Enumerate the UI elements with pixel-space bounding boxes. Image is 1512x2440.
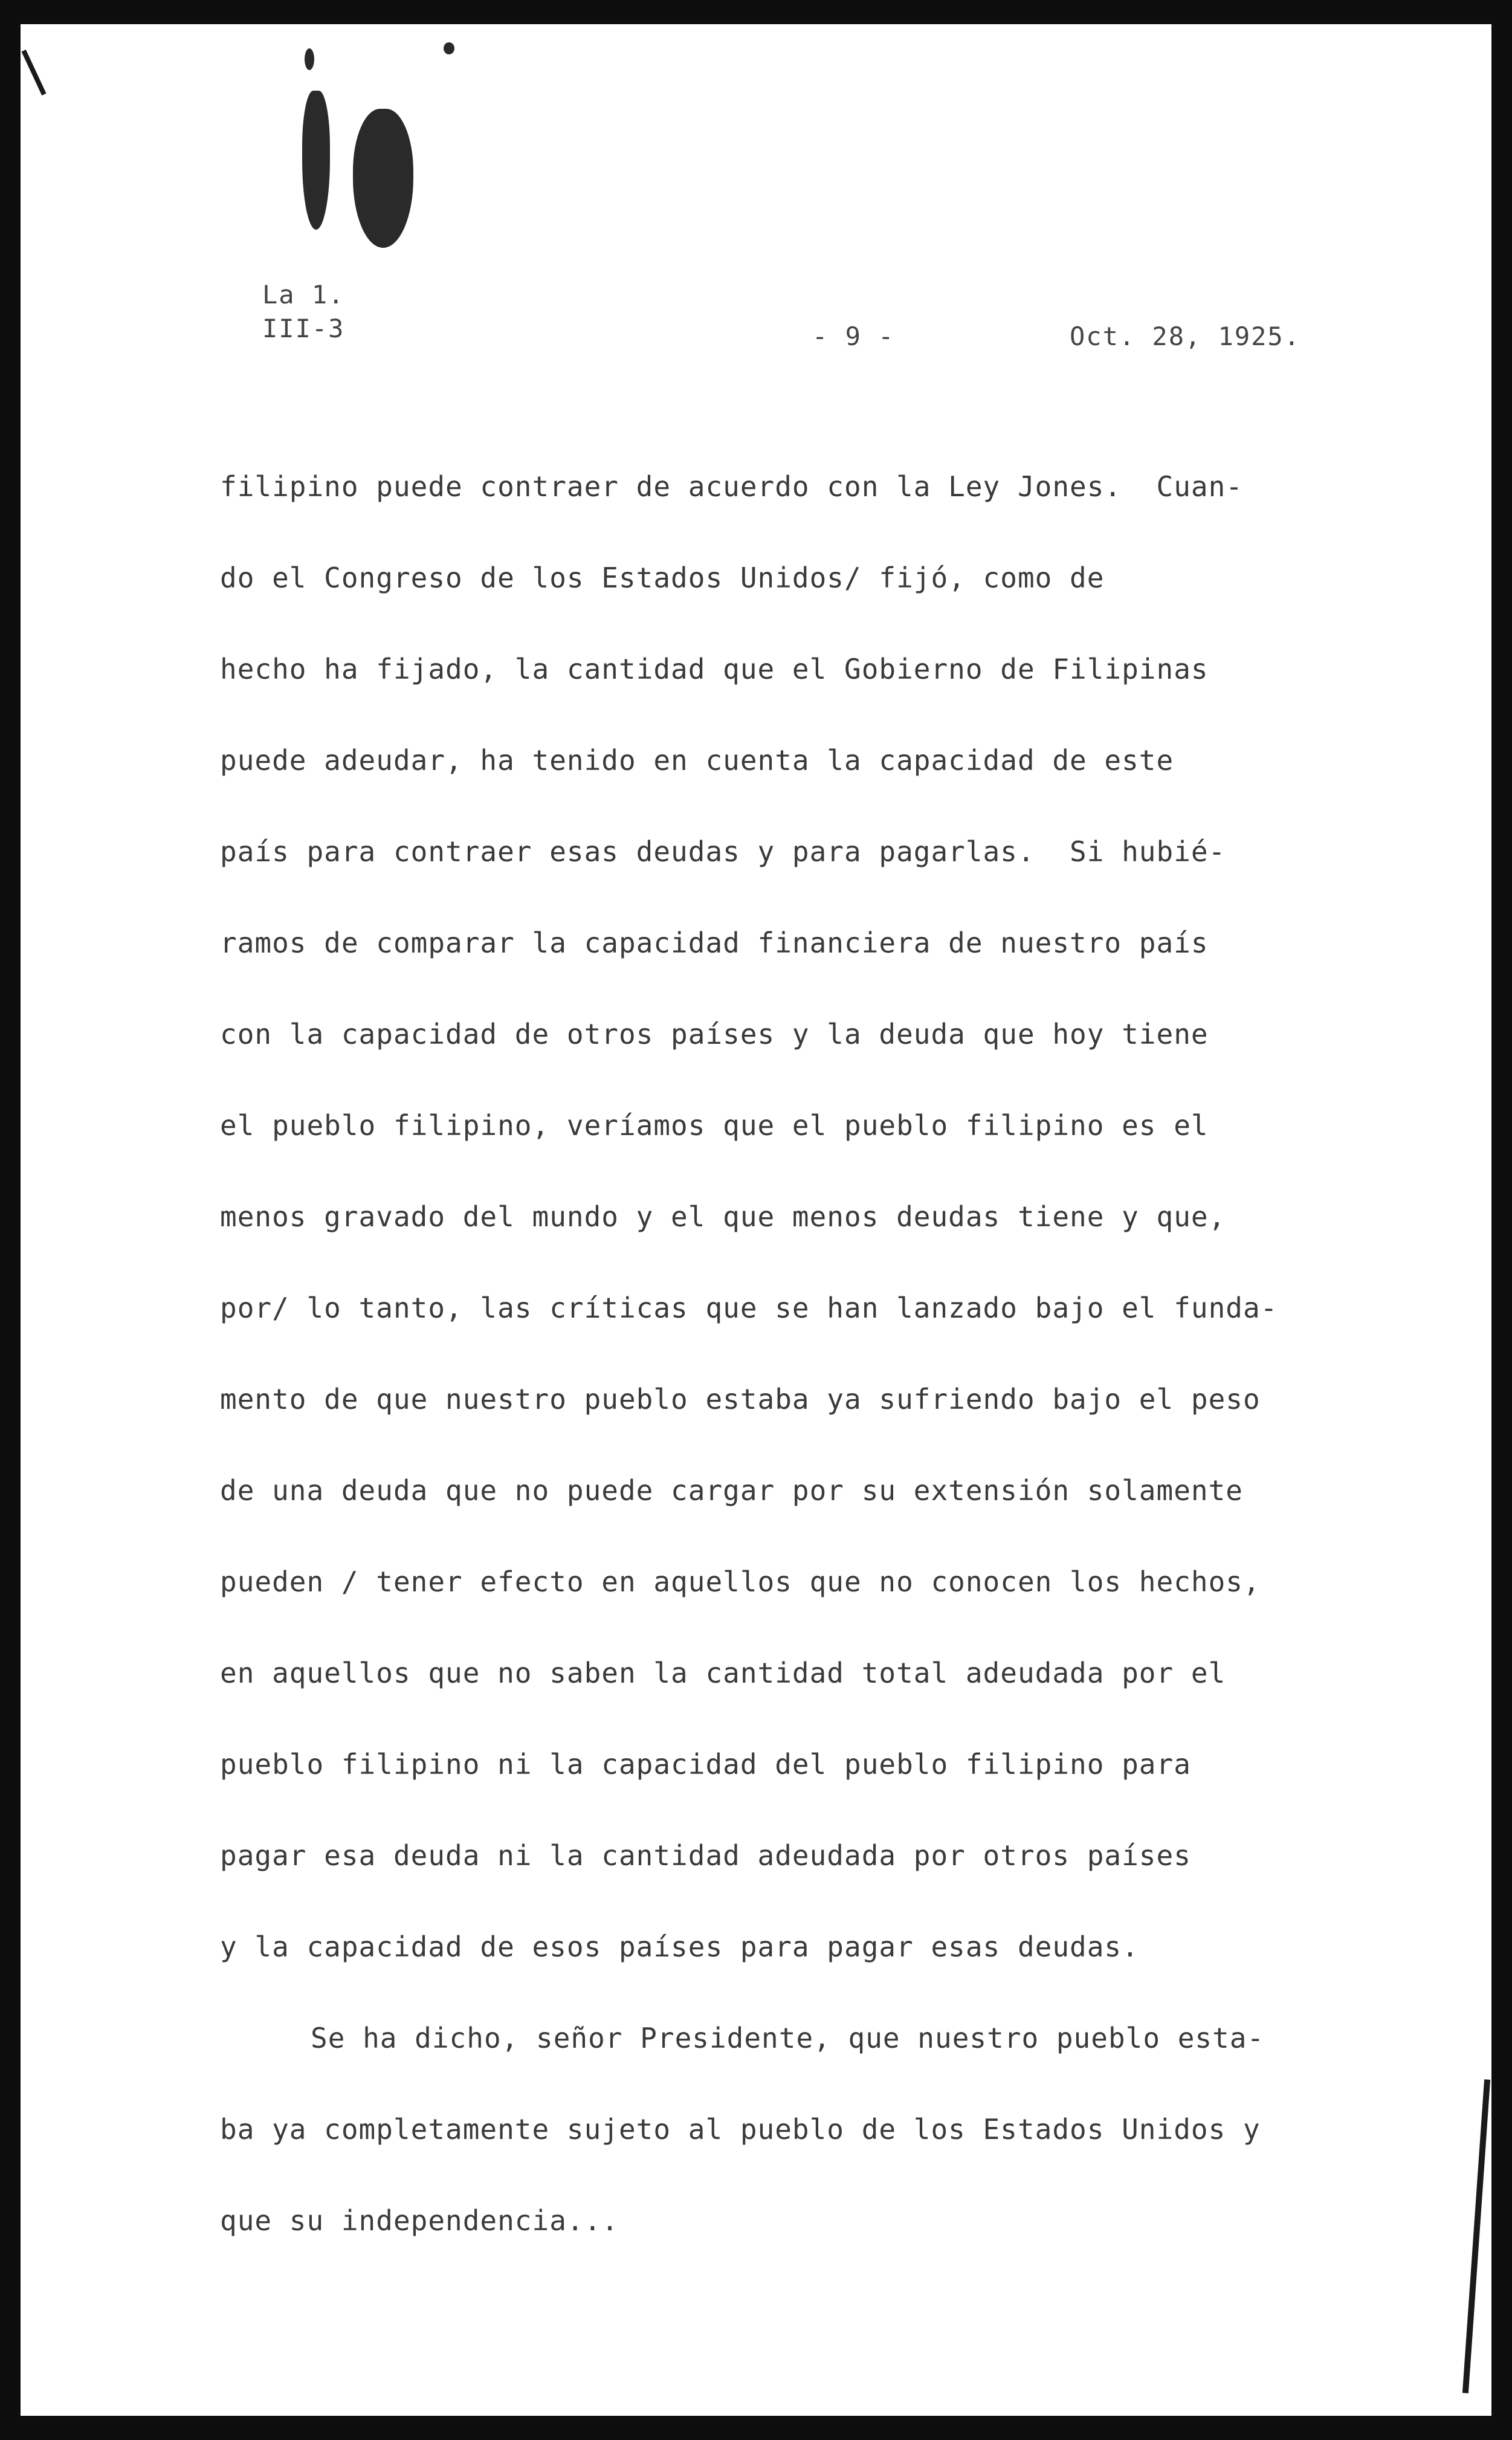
text-line: pueblo filipino ni la capacidad del pueblo filipino para [220, 1748, 1191, 1781]
text-line: do el Congreso de los Estados Unidos/ fijó, como de [220, 561, 1105, 594]
text-line: pueden / tener efecto en aquellos que no conocen los hechos, [220, 1565, 1261, 1598]
ink-spot [444, 42, 454, 54]
text-line: menos gravado del mundo y el que menos deudas tiene y que, [220, 1200, 1226, 1233]
document-reference: La 1. III-3 [262, 280, 345, 343]
text-line: y la capacidad de esos países para pagar esas deudas. [220, 1930, 1139, 1963]
text-line: el pueblo filipino, veríamos que el pueblo filipino es el [220, 1109, 1209, 1142]
text-line: filipino puede contraer de acuerdo con la Ley Jones. Cuan- [220, 470, 1243, 503]
text-line: de una deuda que no puede cargar por su extensión solamente [220, 1474, 1243, 1507]
text-line: en aquellos que no saben la cantidad total adeudada por el [220, 1657, 1226, 1689]
text-line: pagar esa deuda ni la cantidad adeudada por otros países [220, 1839, 1191, 1872]
scan-edge-mark [1462, 2079, 1490, 2393]
text-line: ba ya completamente sujeto al pueblo de los Estados Unidos y [220, 2113, 1261, 2146]
document-date: Oct. 28, 1925. [1070, 322, 1301, 351]
text-line: por/ lo tanto, las críticas que se han lanzado bajo el funda- [220, 1292, 1278, 1324]
text-line: país para contraer esas deudas y para pagarlas. Si hubié- [220, 835, 1226, 868]
document-page [21, 24, 1491, 2416]
text-line: ramos de comparar la capacidad financiera de nuestro país [220, 927, 1209, 959]
text-line: mento de que nuestro pueblo estaba ya sufriendo bajo el peso [220, 1383, 1261, 1416]
text-line: que su independencia... [220, 2204, 619, 2237]
text-line: puede adeudar, ha tenido en cuenta la capacidad de este [220, 744, 1174, 777]
document-body [220, 441, 1380, 2267]
ink-spot [305, 48, 314, 70]
page-number: - 9 - [812, 322, 895, 351]
text-line: con la capacidad de otros países y la deuda que hoy tiene [220, 1018, 1209, 1050]
ink-blot [302, 91, 330, 230]
scan-edge-mark [21, 50, 46, 95]
text-line: hecho ha fijado, la cantidad que el Gobierno de Filipinas [220, 653, 1209, 685]
paragraph-start-line: Se ha dicho, señor Presidente, que nuestro pueblo esta- [311, 2022, 1265, 2054]
ink-blot [353, 109, 413, 248]
